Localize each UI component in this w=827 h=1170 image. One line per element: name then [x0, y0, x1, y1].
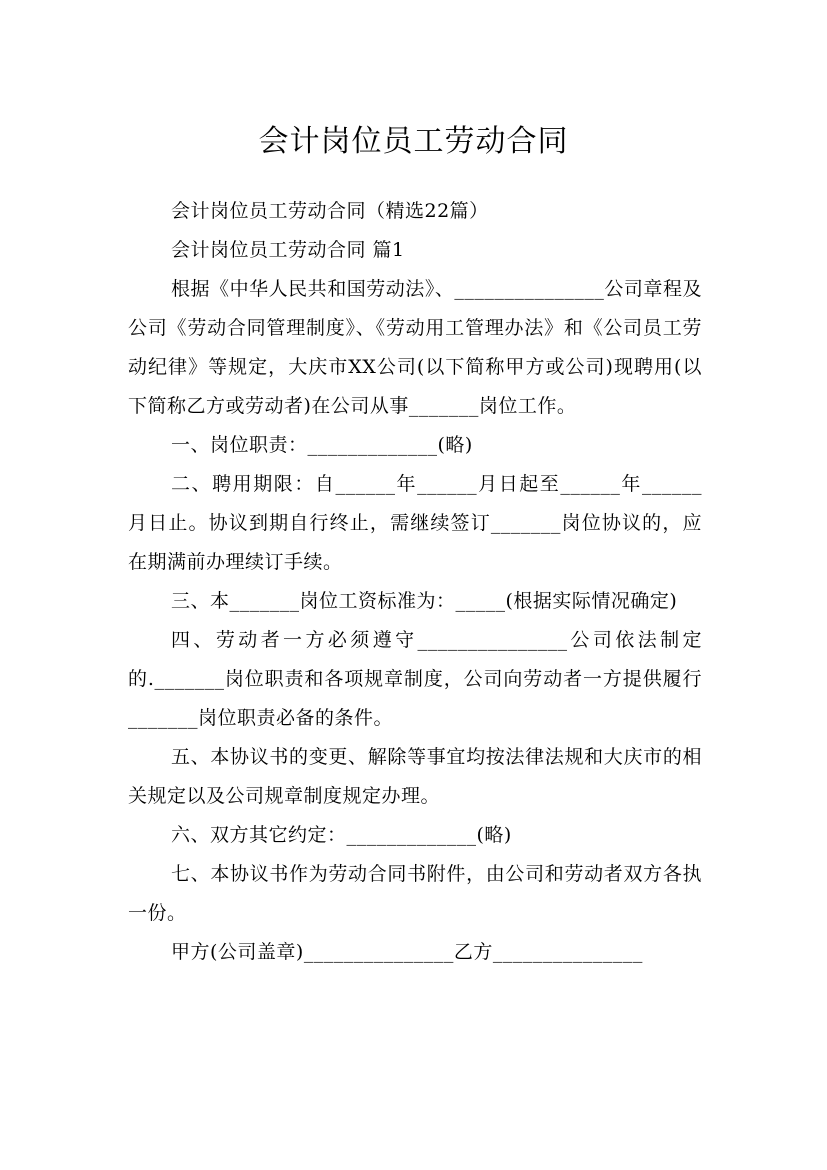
- paragraph-preamble: 根据《中华人民共和国劳动法》、_______________公司章程及公司《劳动合同管理制度》、《劳动用工管理办法》和《公司员工劳动纪律》等规定，大庆市XX公司(以下简称甲方或公司)现聘用(以下简称乙方或劳动者)在公司从事_______岗位工作。: [128, 278, 702, 417]
- paragraph-section-heading: 会计岗位员工劳动合同 篇1: [171, 239, 405, 261]
- paragraph-clause-4: 四、劳动者一方必须遵守_______________公司依法制定的._______岗位职责和各项规章制度，公司向劳动者一方提供履行_______岗位职责必备的条件。: [128, 629, 702, 729]
- paragraph-signature-line: 甲方(公司盖章)_______________乙方_______________: [171, 941, 643, 963]
- document-title: 会计岗位员工劳动合同: [258, 124, 569, 160]
- paragraph-clause-7: 七、本协议书作为劳动合同书附件，由公司和劳动者双方各执一份。: [128, 863, 702, 924]
- paragraph-clause-3: 三、本_______岗位工资标准为：_____(根据实际情况确定): [171, 590, 678, 612]
- paragraph-subtitle: 会计岗位员工劳动合同（精选22篇）: [171, 200, 489, 222]
- document-body: [128, 192, 702, 972]
- paragraph-clause-2: 二、聘用期限：自______年______月日起至______年______月日止。协议到期自行终止，需继续签订_______岗位协议的，应在期满前办理续订手续。: [128, 473, 702, 573]
- paragraph-clause-6: 六、双方其它约定：_____________(略): [171, 824, 512, 846]
- paragraph-clause-5: 五、本协议书的变更、解除等事宜均按法律法规和大庆市的相关规定以及公司规章制度规定办理。: [128, 746, 702, 807]
- paragraph-clause-1: 一、岗位职责：_____________(略): [171, 434, 473, 456]
